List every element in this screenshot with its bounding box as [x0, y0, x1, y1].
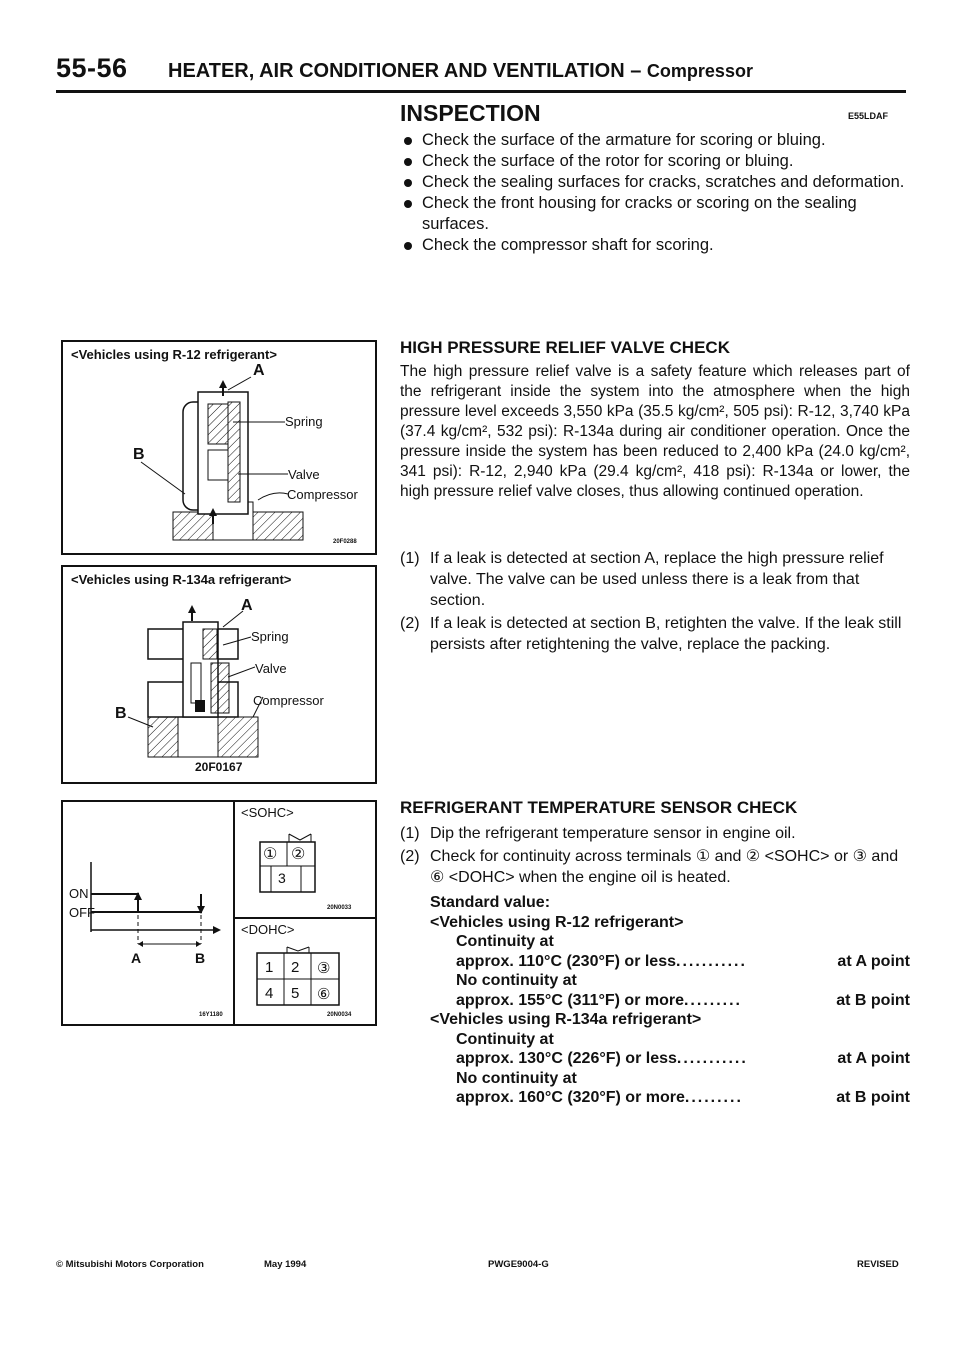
label-a: A [241, 597, 253, 614]
page-number: 55-56 [56, 53, 128, 83]
figure-code: 20F0167 [195, 760, 243, 774]
inspection-list [400, 130, 910, 256]
spec-row [430, 952, 910, 972]
footer-date: May 1994 [264, 1259, 307, 1270]
graph-code: 16Y1180 [199, 1012, 223, 1018]
step-item [400, 846, 910, 888]
spec-point: at A point [837, 1050, 910, 1067]
title-dash: – [630, 60, 642, 82]
valve-drawing [63, 342, 375, 553]
graph-on-label: ON [69, 886, 89, 901]
spec-leader: ........... [676, 1050, 748, 1067]
step-number: (1) [400, 825, 420, 842]
header-rule [56, 90, 906, 93]
dohc-pin: ⑥ [317, 986, 331, 1003]
figure-caption: <Vehicles using R-12 refrigerant> [71, 347, 277, 362]
graph-a-label: A [131, 950, 142, 966]
step-item [400, 823, 910, 844]
sohc-pin: ① [263, 846, 278, 863]
sohc-caption: <SOHC> [241, 805, 294, 820]
valve-drawing [63, 567, 375, 782]
label-valve: Valve [288, 467, 320, 482]
step-text: If a leak is detected at section A, replace the high pressure relief valve. The valve can be used unless there is a leak from that section. [430, 550, 884, 609]
footer-doc-code: PWGE9004-G [488, 1259, 549, 1270]
standard-value-label: Standard value: [430, 894, 551, 911]
label-spring: Spring [285, 414, 323, 429]
spec-row [430, 991, 910, 1011]
title-subtitle: Compressor [646, 61, 753, 81]
inspection-heading: INSPECTION [400, 100, 541, 126]
step-item [400, 548, 910, 611]
sensor-check-heading: REFRIGERANT TEMPERATURE SENSOR CHECK [400, 798, 798, 817]
relief-valve-heading: HIGH PRESSURE RELIEF VALVE CHECK [400, 338, 730, 357]
step-number: (2) [400, 615, 420, 632]
standard-value-block [430, 893, 910, 1108]
figure-r134a-valve [61, 565, 377, 784]
sohc-pin: 3 [278, 870, 286, 886]
spec-condition: approx. 160°C (320°F) or more [456, 1089, 685, 1106]
dohc-pin: 2 [291, 959, 300, 976]
figure-sensor [61, 800, 377, 1026]
inspection-item: Check the surface of the armature for scoring or bluing. [400, 130, 910, 151]
inspection-item: Check the sealing surfaces for cracks, scratches and deformation. [400, 172, 910, 193]
footer-copyright: © Mitsubishi Motors Corporation [56, 1259, 204, 1270]
label-compressor: Compressor [287, 487, 358, 502]
dohc-code: 20N0034 [327, 1012, 352, 1018]
footer-status: REVISED [857, 1259, 899, 1270]
spec-condition: approx. 155°C (311°F) or more [456, 991, 684, 1009]
sohc-pin: ② [291, 846, 306, 863]
dohc-caption: <DOHC> [241, 922, 295, 937]
dohc-pin: ③ [317, 960, 331, 977]
dohc-pin: 1 [265, 959, 274, 976]
spec-condition: approx. 110°C (230°F) or less [456, 952, 676, 970]
spec-leader: ......... [684, 1089, 743, 1106]
spec-leader: ........... [676, 952, 747, 970]
step-text: Dip the refrigerant temperature sensor in engine oil. [430, 825, 796, 842]
spec-point: at A point [837, 952, 910, 970]
label-compressor: Compressor [253, 693, 324, 708]
dohc-pin: 4 [265, 985, 274, 1002]
title-main: HEATER, AIR CONDITIONER AND VENTILATION [168, 60, 625, 82]
step-item [400, 613, 910, 655]
spec-row [430, 1049, 910, 1069]
page-title [168, 60, 753, 83]
label-b: B [115, 705, 127, 722]
vehicle-label: <Vehicles using R-134a refrigerant> [430, 1011, 702, 1028]
step-number: (2) [400, 848, 420, 865]
label-spring: Spring [251, 629, 289, 644]
figure-caption: <Vehicles using R-134a refrigerant> [71, 572, 292, 587]
graph-b-label: B [195, 950, 206, 966]
dohc-connector [235, 919, 375, 1024]
spec-condition: approx. 130°C (226°F) or less [456, 1050, 677, 1067]
figure-code: 20F0288 [333, 539, 357, 545]
graph-off-label: OFF [69, 905, 95, 920]
sensor-check-steps [400, 823, 910, 890]
inspection-item: Check the compressor shaft for scoring. [400, 235, 910, 256]
dohc-pin: 5 [291, 985, 300, 1002]
spec-line: No continuity at [456, 1069, 577, 1087]
spec-line: Continuity at [456, 933, 554, 950]
spec-leader: ......... [683, 991, 742, 1009]
spec-point: at B point [836, 1089, 910, 1106]
spec-line: No continuity at [456, 972, 577, 989]
label-a: A [253, 362, 265, 379]
step-number: (1) [400, 550, 420, 567]
spec-line: Continuity at [456, 1030, 554, 1048]
relief-valve-intro: The high pressure relief valve is a safety feature which releases part of the refrigerant inside the system into the atmosphere when the high pressure level exceeds 3,550 kPa (35.5 kg/cm², 505 psi): R-12, 3,740 kPa (37.4 kg/cm², 532 psi): R-134a during air conditioner operation. Once the pressure inside the system has been reduced to 2,400 kPa (24.0 kg/cm², 341 psi): R-12, 2,940 kPa (29.4 kg/cm², 418 psi): R-134a or lower, the high pressure relief valve closes, thus allowing continued operation. [400, 363, 910, 500]
relief-valve-steps [400, 548, 910, 657]
figure-r12-valve [61, 340, 377, 555]
spec-point: at B point [836, 991, 910, 1009]
sohc-code: 20N0033 [327, 905, 352, 911]
inspection-item: Check the surface of the rotor for scoring or bluing. [400, 151, 910, 172]
step-text: If a leak is detected at section B, retighten the valve. If the leak still persists after retightening the valve, replace the packing. [430, 615, 902, 653]
vehicle-label: <Vehicles using R-12 refrigerant> [430, 913, 684, 931]
inspection-code: E55LDAF [848, 111, 889, 121]
step-text: Check for continuity across terminals ① and ② <SOHC> or ③ and ⑥ <DOHC> when the engine oil is heated. [430, 848, 899, 886]
label-valve: Valve [255, 661, 287, 676]
spec-row [430, 1088, 910, 1108]
label-b: B [133, 446, 145, 463]
inspection-item: Check the front housing for cracks or scoring on the sealing surfaces. [400, 193, 910, 235]
